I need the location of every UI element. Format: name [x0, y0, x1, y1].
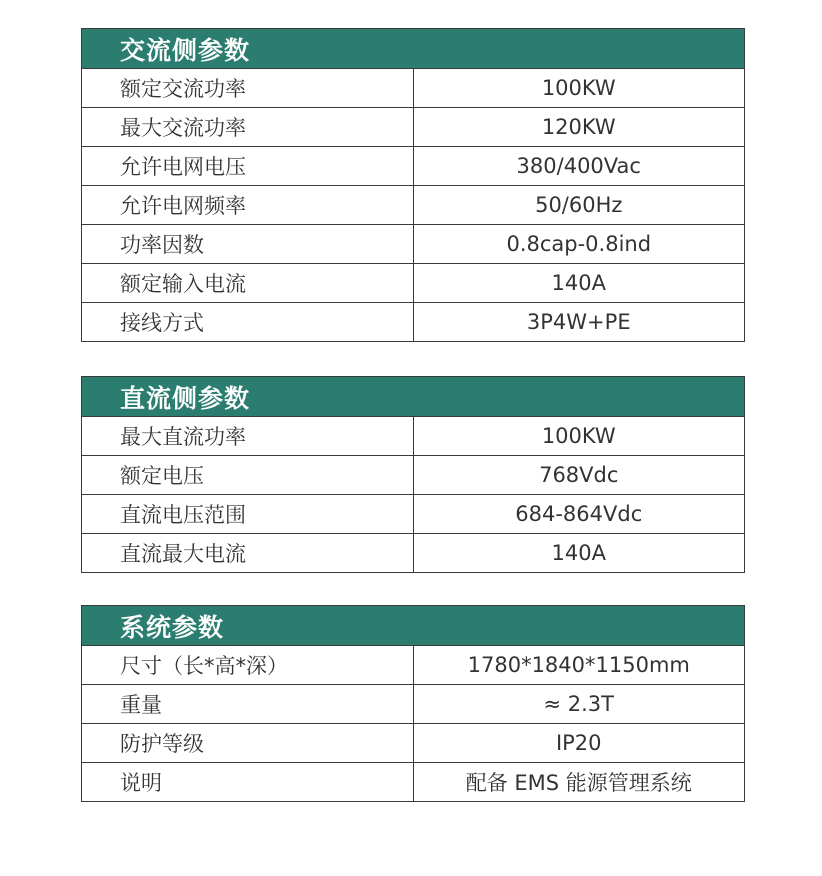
dc-side-parameters-table — [81, 376, 745, 573]
param-value: ≈ 2.3T — [413, 685, 745, 724]
param-label: 重量 — [82, 685, 414, 724]
table-row — [82, 417, 745, 456]
param-label: 尺寸（长*高*深） — [82, 646, 414, 685]
param-value: 0.8cap-0.8ind — [413, 225, 745, 264]
system-parameters-table — [81, 605, 745, 802]
table-row — [82, 456, 745, 495]
table-row — [82, 495, 745, 534]
table-row — [82, 685, 745, 724]
table-row — [82, 69, 745, 108]
param-label: 接线方式 — [82, 303, 414, 342]
param-label: 功率因数 — [82, 225, 414, 264]
param-label: 额定交流功率 — [82, 69, 414, 108]
section-title: 交流侧参数 — [82, 29, 745, 69]
param-value: 3P4W+PE — [413, 303, 745, 342]
table-row — [82, 303, 745, 342]
table-row — [82, 225, 745, 264]
param-value: 120KW — [413, 108, 745, 147]
param-label: 允许电网频率 — [82, 186, 414, 225]
table-row — [82, 108, 745, 147]
param-value: 380/400Vac — [413, 147, 745, 186]
param-label: 直流电压范围 — [82, 495, 414, 534]
param-value: IP20 — [413, 724, 745, 763]
table-row — [82, 646, 745, 685]
param-label: 额定输入电流 — [82, 264, 414, 303]
param-value: 100KW — [413, 417, 745, 456]
param-value: 100KW — [413, 69, 745, 108]
param-value: 50/60Hz — [413, 186, 745, 225]
section-title: 系统参数 — [82, 606, 745, 646]
param-label: 直流最大电流 — [82, 534, 414, 573]
ac-side-parameters-table — [81, 28, 745, 342]
param-label: 允许电网电压 — [82, 147, 414, 186]
param-label: 最大直流功率 — [82, 417, 414, 456]
param-label: 额定电压 — [82, 456, 414, 495]
table-row — [82, 264, 745, 303]
param-value: 140A — [413, 534, 745, 573]
param-label: 说明 — [82, 763, 414, 802]
param-value: 768Vdc — [413, 456, 745, 495]
section-header-row — [82, 606, 745, 646]
section-header-row — [82, 29, 745, 69]
table-row — [82, 724, 745, 763]
table-row — [82, 763, 745, 802]
param-value: 1780*1840*1150mm — [413, 646, 745, 685]
table-row — [82, 147, 745, 186]
table-row — [82, 186, 745, 225]
param-label: 最大交流功率 — [82, 108, 414, 147]
table-row — [82, 534, 745, 573]
section-header-row — [82, 377, 745, 417]
param-label: 防护等级 — [82, 724, 414, 763]
param-value: 684-864Vdc — [413, 495, 745, 534]
param-value: 140A — [413, 264, 745, 303]
section-title: 直流侧参数 — [82, 377, 745, 417]
param-value: 配备 EMS 能源管理系统 — [413, 763, 745, 802]
